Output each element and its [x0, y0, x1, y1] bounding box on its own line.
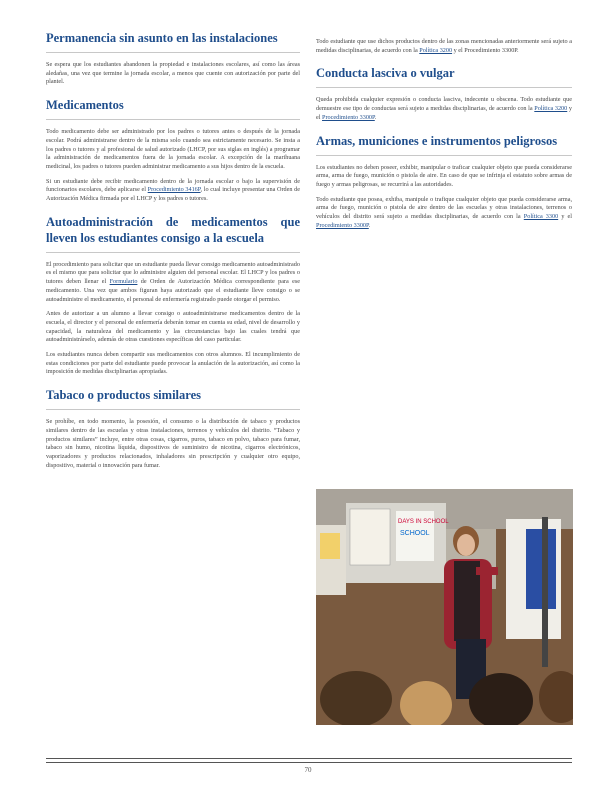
paragraph — [46, 128, 300, 172]
left-column — [46, 30, 300, 480]
policy-link[interactable]: Política 3200 — [534, 105, 568, 113]
paragraph — [46, 178, 300, 204]
paragraph-text: Si un estudiante debe recibir medicamento dentro de la jornada escolar o bajo la supervisión de funcionarios escolares, debe aplicarse el — [46, 177, 300, 194]
paragraph-text: . — [368, 221, 371, 229]
section-armas-municiones-e-instrumentos-peligrosos — [316, 133, 572, 231]
paragraph — [46, 351, 300, 377]
paragraph-text: y el — [558, 213, 572, 221]
paragraph-text: Todo estudiante que use dichos productos dentro de las zonas mencionadas anteriormente será sujeto a medidas disciplinarias, de acuerdo con la — [316, 38, 572, 54]
paragraph-text: Antes de autorizar a un alumno a llevar consigo o autoadministrarse medicamentos dentro de la escuela, el director y el personal de enfermería deberán tomar en cuenta su edad, nivel de desarrollo y capacidad, la naturaleza del medicamento y las circunstancias bajo las cuales tendrá que autoadministrárselo, además de otras cuestiones específicas del caso particular. — [46, 310, 300, 344]
paragraph — [316, 38, 572, 55]
section-tabaco-o-productos-similares — [46, 387, 300, 470]
section-continuation — [316, 38, 572, 55]
policy-link[interactable]: Procedimiento 3300P — [322, 113, 375, 121]
paragraph-text: y el — [316, 105, 573, 121]
paragraph — [46, 310, 300, 345]
policy-link[interactable]: Política 3200 — [419, 46, 453, 54]
paragraph-text: , lo cual incluye presentar una Orden de Autorización Médica firmada por el LHCP y los padres o tutores. — [46, 186, 301, 203]
paragraph — [46, 61, 300, 87]
section-heading: Conducta lasciva o vulgar — [316, 65, 572, 88]
paragraph-text: Todo medicamento debe ser administrado por los padres o tutores antes o después de la jornada escolar. Podrá administrarse dentro de la misma solo cuando sea estrictamente necesario. Se insta a los padres o tutores y al profesional de salud autorizado (LHCP, por sus siglas en inglés) a programar la administración de medicamentos fuera de la jornada escolar. A excepción de la marihuana medicinal, los padres o tutores pueden administrar medicamento a sus hijos dentro de la escuela. — [46, 128, 300, 170]
page-number: 70 — [304, 766, 312, 774]
section-permanencia-sin-asunto-en-las-instalaciones — [46, 30, 300, 87]
footer-rule-top — [46, 758, 572, 759]
paragraph — [316, 96, 572, 122]
policy-link[interactable]: Procedimiento 3300P — [316, 221, 369, 229]
paragraph-text: Los estudiantes nunca deben compartir sus medicamentos con otros alumnos. El incumplimiento de estas condiciones por parte del estudiante puede provocar la anulación de la autorización, así como la imposición de medidas disciplinarias apropiadas. — [46, 351, 300, 376]
paragraph — [46, 261, 300, 305]
section-conducta-lasciva-o-vulgar — [316, 65, 572, 122]
paragraph-text: de Orden de Autorización Médica correspondiente para ese medicamento. Una vez que ambos figuran haya autorizado que el estudiante lleve consigo o se autoadministre el medicamento, el personal de enfermería registrado puede otorgar el permiso. — [46, 278, 300, 303]
paragraph-text: Todo estudiante que posea, exhiba, manipule o trafique cualquier objeto que pueda considerarse arma, arma de fuego, munición o pistola de aire dentro de las escuelas y otras instalaciones, terrenos o vehículos del distrito será sujeto a medidas disciplinarias, de acuerdo con la — [316, 195, 572, 221]
paragraph — [316, 164, 572, 190]
paragraph-text: . — [374, 113, 377, 121]
section-heading: Medicamentos — [46, 97, 300, 120]
section-heading: Autoadministración de medicamentos que lleven los estudiantes consigo a la escuela — [46, 214, 300, 253]
right-column — [316, 30, 572, 240]
days-in-school-sign: DAYS IN SCHOOL — [398, 519, 449, 525]
section-heading: Tabaco o productos similares — [46, 387, 300, 410]
section-heading: Permanencia sin asunto en las instalaciones — [46, 30, 300, 53]
section-medicamentos — [46, 97, 300, 204]
paragraph-text: y el Procedimiento 3300P. — [452, 46, 519, 54]
paragraph-text: Se espera que los estudiantes abandonen la propiedad e instalaciones escolares, así como las áreas aledañas, una vez que termine la jornada escolar, a menos que cuente con autorización por parte del plantel. — [46, 61, 300, 86]
policy-link[interactable]: Política 3300 — [523, 213, 559, 221]
paragraph — [316, 196, 572, 231]
school-sign: SCHOOL — [400, 530, 430, 537]
paragraph — [46, 418, 300, 470]
paragraph-text: Los estudiantes no deben poseer, exhibir, manipular o traficar cualquier objeto que pueda considerarse arma, arma de fuego, munición o pistola de aire. En caso de que se infrinja el estatuto sobre armas de fuego y armas peligrosas, se recurrirá a las autoridades. — [316, 163, 572, 188]
paragraph-text: El procedimiento para solicitar que un estudiante pueda llevar consigo medicamento autoadministrado es el mismo que para solicitar que lo administre alguien del personal escolar. El LHCP y los padres o tutores deben llenar el — [46, 260, 300, 286]
paragraph-text: Queda prohibida cualquier expresión o conducta lasciva, indecente u obscena. Todo estudiante que demuestre ese tipo de conductas será sujeto a medidas disciplinarias, de acuerdo con la — [316, 96, 572, 113]
policy-link[interactable]: Procedimiento 3416P — [147, 186, 201, 194]
classroom-photo-drawing — [316, 489, 573, 725]
policy-link[interactable]: Formulario — [109, 278, 138, 286]
classroom-photo — [316, 489, 573, 725]
section-autoadministracion-de-medicamentos-que-lleven-los-estudiantes-consigo-a-la-escuela — [46, 214, 300, 377]
footer-rule-bottom — [46, 762, 572, 763]
paragraph-text: Se prohíbe, en todo momento, la posesión, el consumo o la distribución de tabaco y productos similares dentro de las escuelas y otras instalaciones, terrenos y vehículos del distrito. “Tabaco y productos similares” incluye, entre otras cosas, cigarros, puros, tabaco en polvo, tabaco para fumar, tabaco sin humo, nicotina líquida, dispositivos de suministro de nicotina, cigarros electrónicos, vaporizadores y productos relacionados, inhaladores sin prescripción y cualquier otro equipo, dispositivo, material o innovación para fumar. — [46, 418, 300, 469]
section-heading: Armas, municiones e instrumentos peligrosos — [316, 133, 572, 156]
